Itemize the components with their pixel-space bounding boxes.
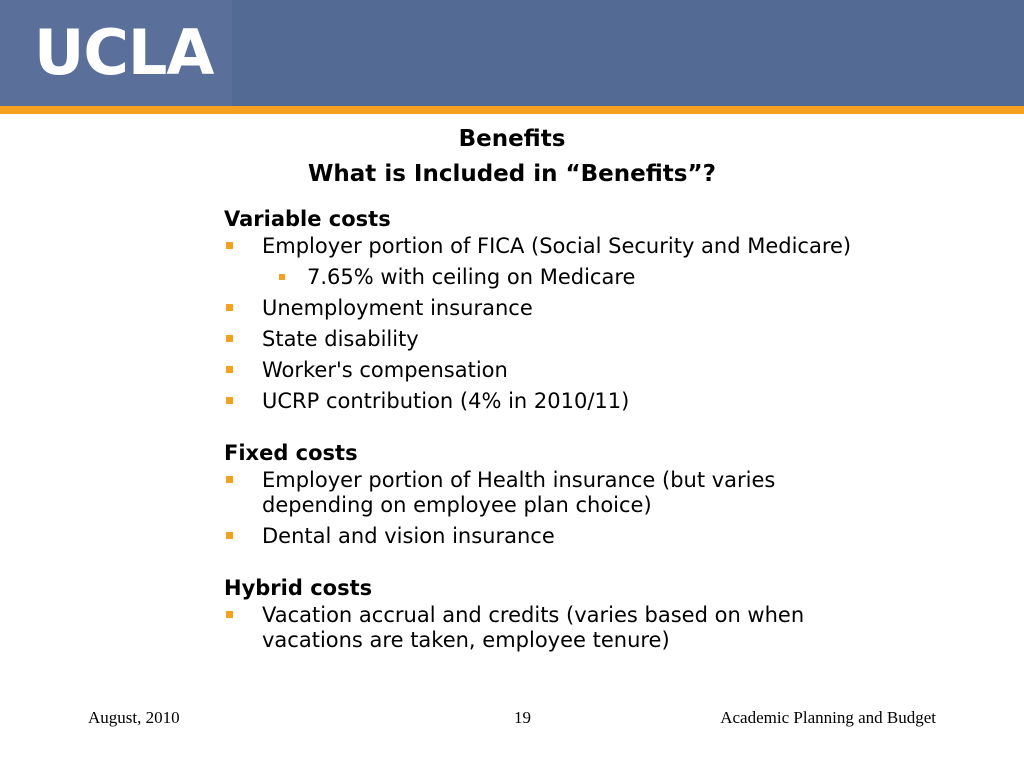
bullet-text: Vacation accrual and credits (varies based on when vacations are taken, employee tenure) [262, 603, 805, 652]
ucla-logo: UCLA [34, 16, 214, 89]
title-line-1: Benefits [458, 126, 566, 152]
bullet-text: UCRP contribution (4% in 2010/11) [262, 389, 630, 413]
header-bar [0, 0, 1024, 106]
footer-page-number: 19 [514, 708, 531, 727]
footer-date: August, 2010 [88, 708, 180, 727]
logo-block [0, 0, 232, 106]
square-bullet-icon [226, 335, 233, 342]
title-line-2: What is Included in “Benefits”? [308, 161, 716, 187]
bullet-item [224, 327, 884, 352]
sub-bullet-item [224, 265, 884, 290]
bullet-item [224, 358, 884, 383]
bullet-item [224, 296, 884, 321]
bullet-item [224, 468, 884, 518]
square-bullet-icon [226, 476, 233, 483]
bullet-item [224, 603, 884, 653]
square-bullet-icon [226, 366, 233, 373]
footer-department: Academic Planning and Budget [720, 708, 936, 727]
bullet-text: Dental and vision insurance [262, 524, 555, 548]
square-bullet-icon [226, 304, 233, 311]
bullet-text: Employer portion of Health insurance (but varies depending on employee plan choice) [262, 468, 776, 517]
square-bullet-icon [226, 397, 233, 404]
square-bullet-icon [226, 532, 233, 539]
bullet-item [224, 524, 884, 549]
bullet-text: 7.65% with ceiling on Medicare [307, 265, 636, 289]
accent-divider [0, 106, 1024, 114]
bullet-text: Unemployment insurance [262, 296, 533, 320]
square-bullet-icon [226, 611, 233, 618]
bullet-item [224, 389, 884, 414]
square-bullet-icon [226, 242, 233, 249]
slide-content [224, 204, 884, 659]
square-bullet-icon [279, 274, 285, 280]
bullet-text: State disability [262, 327, 419, 351]
section-heading: Fixed costs [224, 441, 358, 465]
bullet-text: Employer portion of FICA (Social Security and Medicare) [262, 234, 852, 258]
section-heading: Hybrid costs [224, 576, 373, 600]
section-heading: Variable costs [224, 207, 391, 231]
bullet-item [224, 234, 884, 259]
bullet-text: Worker's compensation [262, 358, 508, 382]
slide-title [0, 122, 1024, 192]
